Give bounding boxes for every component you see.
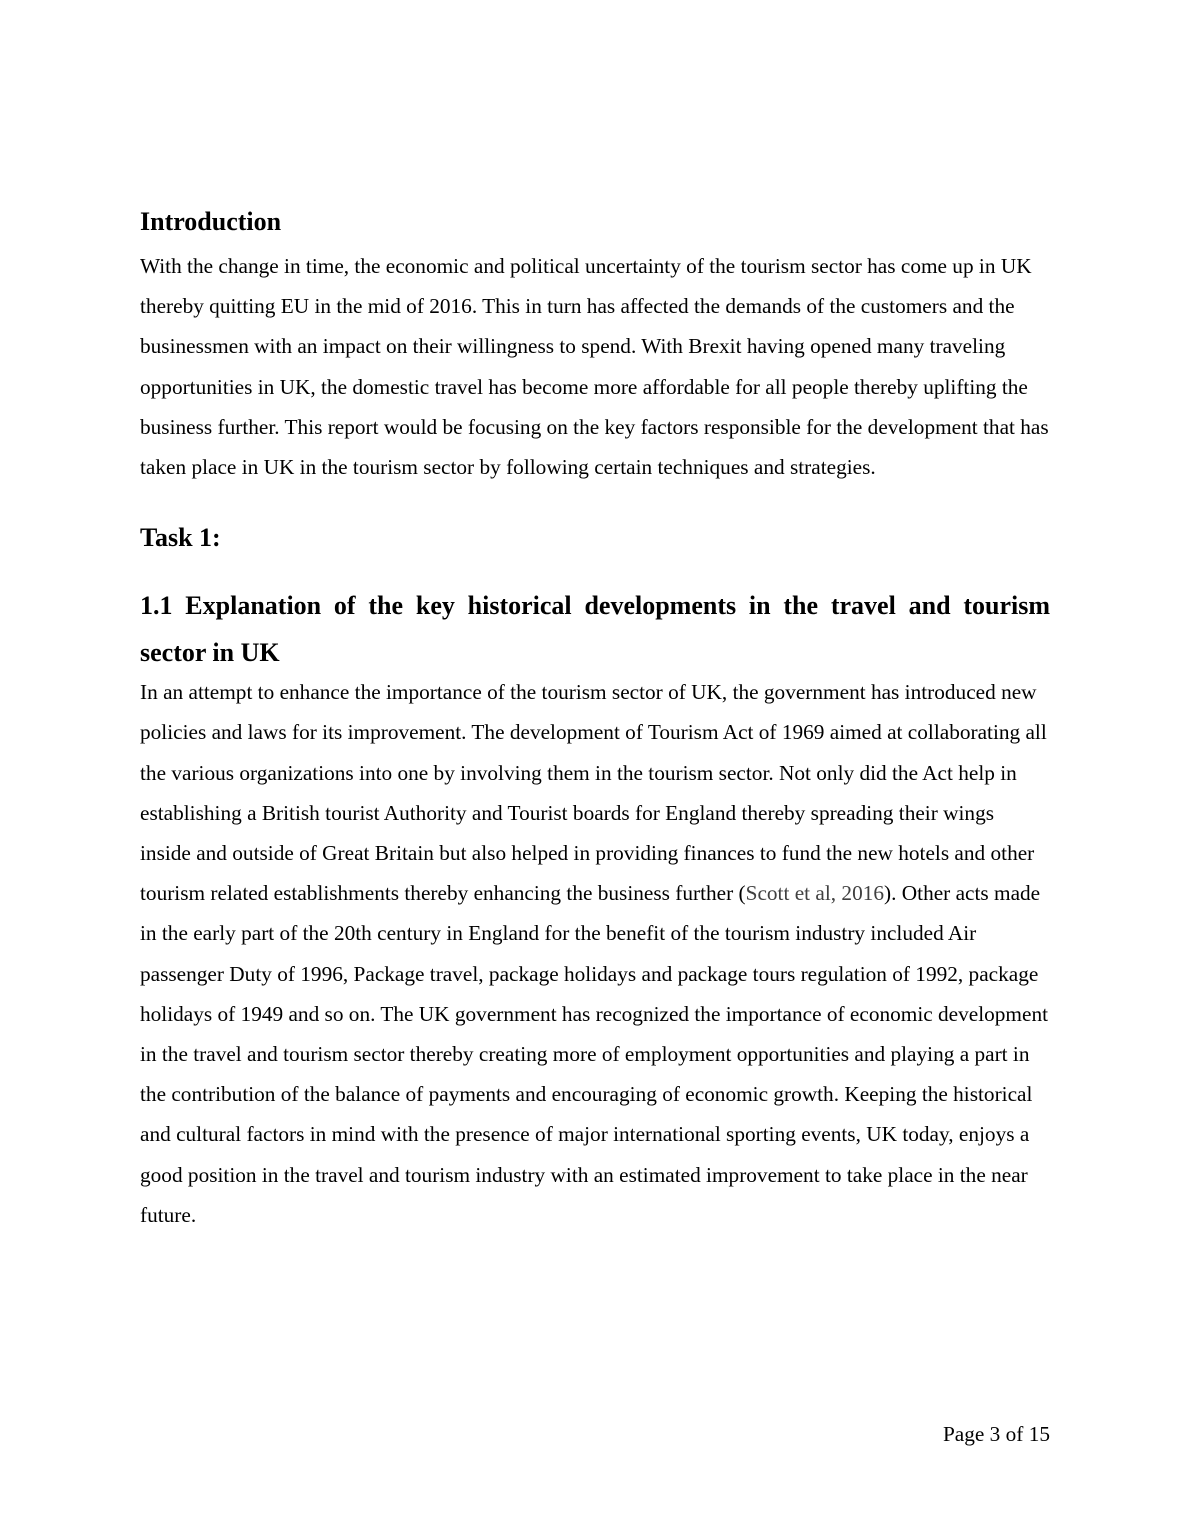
section-paragraph-part2: ). Other acts made in the early part of the 20th century in England for the benefit of the tourism industry included Air passenger Duty of 1996, Package travel, package holidays and package tours regulation of 1992, package holidays of 1949 and so on. The UK government has recognized the importance of economic development in the travel and tourism sector thereby creating more of employment opportunities and playing a part in the contribution of the balance of payments and encouraging of economic growth. Keeping the historical and cultural factors in mind with the presence of major international sporting events, UK today, enjoys a good position in the travel and tourism industry with an estimated improvement to take place in the near future. [140,881,1049,1227]
page-content [140,204,1050,1235]
task-heading: Task 1: [140,523,221,553]
section-paragraph [140,672,1050,1235]
citation: Scott et al, 2016 [745,881,885,906]
section-paragraph-part1: In an attempt to enhance the importance of the tourism sector of UK, the government has introduced new policies and laws for its improvement. The development of Tourism Act of 1969 aimed at collaborating all the various organizations into one by involving them in the tourism sector. Not only did the Act help in establishing a British tourist Authority and Tourist boards for England thereby spreading their wings inside and outside of Great Britain but also helped in providing finances to fund the new hotels and other tourism related establishments thereby enhancing the business further ( [140,680,1047,906]
section-heading: 1.1 Explanation of the key historical developments in the travel and tourism sector in UK [140,591,1050,668]
introduction-heading: Introduction [140,207,282,236]
introduction-paragraph: With the change in time, the economic and political uncertainty of the tourism sector has come up in UK thereby quitting EU in the mid of 2016. This in turn has affected the demands of the customers and the businessmen with an impact on their willingness to spend. With Brexit having opened many traveling opportunities in UK, the domestic travel has become more affordable for all people thereby uplifting the business further. This report would be focusing on the key factors responsible for the development that has taken place in UK in the tourism sector by following certain techniques and strategies. [140,254,1049,480]
page-number: Page 3 of 15 [942,1422,1050,1446]
